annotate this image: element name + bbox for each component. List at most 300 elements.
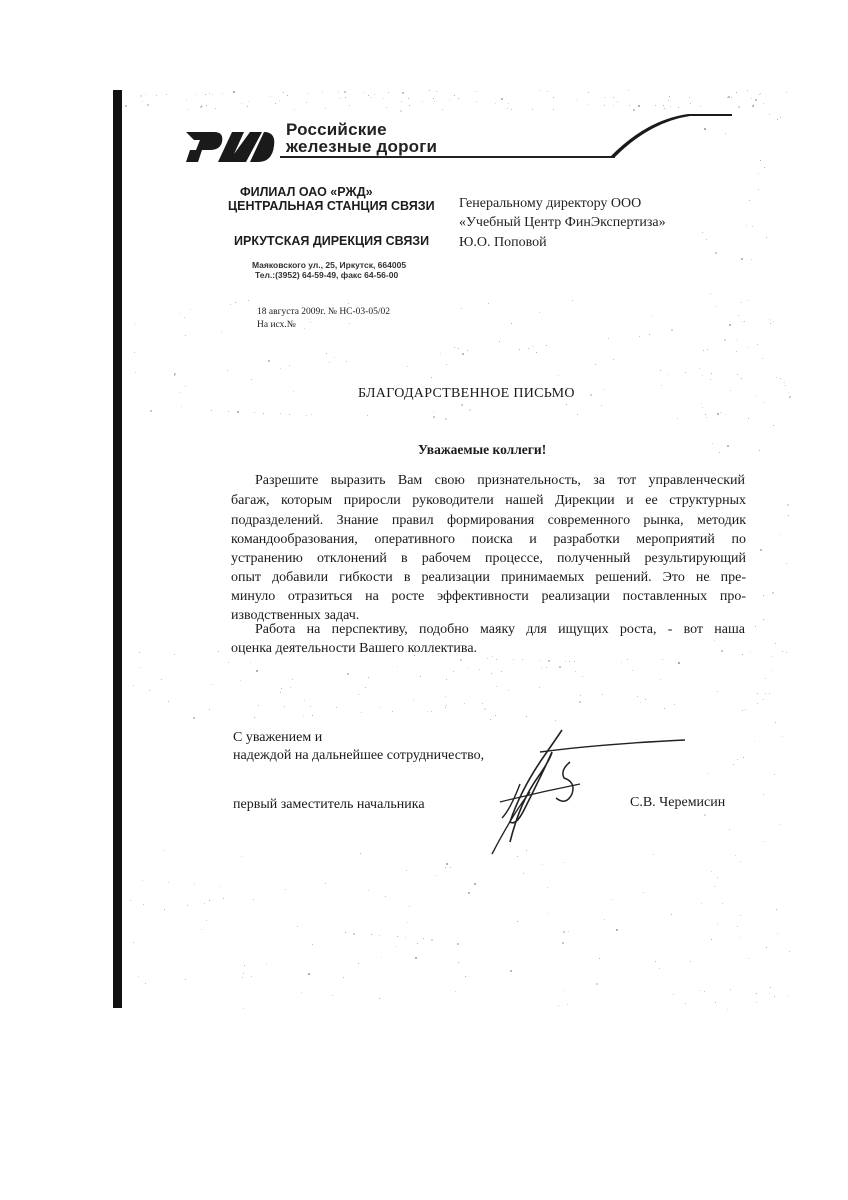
scan-speckle bbox=[304, 700, 305, 701]
scan-speckle bbox=[637, 696, 638, 697]
scan-speckle bbox=[715, 306, 716, 307]
scan-speckle bbox=[548, 660, 550, 662]
scan-speckle bbox=[766, 237, 767, 238]
scan-speckle bbox=[717, 924, 718, 925]
scan-speckle bbox=[329, 362, 330, 363]
scan-speckle bbox=[652, 316, 653, 317]
scan-speckle bbox=[576, 99, 577, 100]
scan-speckle bbox=[326, 353, 327, 354]
scan-speckle bbox=[244, 965, 245, 966]
scan-speckle bbox=[325, 883, 326, 884]
scan-speckle bbox=[729, 829, 730, 830]
scan-speckle bbox=[671, 914, 672, 915]
scan-speckle bbox=[368, 890, 369, 891]
scan-speckle bbox=[522, 659, 523, 660]
scan-speckle bbox=[243, 1008, 244, 1009]
body-line: Работа на перспективу, подобно маяку для ищущих роста, - вот наша bbox=[255, 622, 745, 637]
scan-speckle bbox=[668, 374, 669, 375]
scan-speckle bbox=[508, 690, 509, 691]
scan-speckle bbox=[440, 353, 441, 354]
scan-speckle bbox=[582, 676, 583, 677]
scan-speckle bbox=[569, 661, 570, 662]
scan-speckle bbox=[757, 693, 758, 694]
scan-speckle bbox=[755, 99, 757, 101]
scan-speckle bbox=[135, 323, 136, 324]
scan-speckle bbox=[782, 651, 783, 652]
scan-speckle bbox=[772, 592, 774, 594]
scan-speckle bbox=[703, 350, 704, 351]
body-line: изводственных задач. bbox=[231, 608, 360, 623]
scan-speckle bbox=[740, 861, 741, 862]
scan-speckle bbox=[788, 515, 789, 516]
scan-speckle bbox=[431, 939, 433, 941]
sender-phone: Тел.:(3952) 64-59-49, факс 64-56-00 bbox=[255, 270, 399, 280]
scan-speckle bbox=[461, 308, 462, 309]
scan-speckle bbox=[347, 673, 349, 675]
scan-speckle bbox=[712, 443, 713, 444]
scan-speckle bbox=[756, 395, 757, 396]
scan-speckle bbox=[174, 375, 175, 376]
scan-speckle bbox=[643, 892, 644, 893]
scan-speckle bbox=[371, 97, 372, 98]
scan-speckle bbox=[558, 1005, 559, 1006]
scan-speckle bbox=[360, 853, 361, 854]
scan-speckle bbox=[738, 315, 739, 316]
scan-speckle bbox=[760, 549, 762, 551]
scan-speckle bbox=[563, 931, 565, 933]
scan-speckle bbox=[702, 407, 703, 408]
scan-speckle bbox=[763, 699, 764, 700]
scan-speckle bbox=[668, 100, 669, 101]
scan-speckle bbox=[388, 92, 389, 93]
scan-speckle bbox=[275, 103, 276, 104]
scan-speckle bbox=[429, 90, 430, 91]
scan-speckle bbox=[206, 920, 207, 921]
scan-speckle bbox=[770, 323, 771, 324]
body-line: оценка деятельности Вашего коллектива. bbox=[231, 641, 478, 656]
scan-speckle bbox=[717, 413, 719, 415]
scan-speckle bbox=[756, 993, 757, 994]
scan-speckle bbox=[775, 722, 776, 723]
scan-speckle bbox=[742, 321, 743, 322]
scan-speckle bbox=[602, 694, 603, 695]
scan-speckle bbox=[677, 418, 678, 419]
scan-speckle bbox=[222, 93, 223, 94]
scan-speckle bbox=[519, 349, 520, 350]
scan-speckle bbox=[450, 867, 451, 868]
scan-speckle bbox=[479, 669, 480, 670]
scan-speckle bbox=[755, 626, 756, 627]
scan-speckle bbox=[567, 1004, 568, 1005]
scan-speckle bbox=[715, 252, 717, 254]
scan-speckle bbox=[733, 764, 734, 765]
scan-speckle bbox=[629, 105, 630, 106]
scan-speckle bbox=[312, 944, 313, 945]
scan-speckle bbox=[711, 373, 712, 374]
scan-speckle bbox=[604, 105, 605, 106]
scan-speckle bbox=[445, 867, 446, 868]
scan-speckle bbox=[283, 92, 284, 93]
scan-speckle bbox=[476, 101, 477, 102]
scan-speckle bbox=[358, 694, 359, 695]
scan-speckle bbox=[142, 101, 143, 102]
scan-speckle bbox=[467, 667, 468, 668]
scan-speckle bbox=[306, 102, 307, 103]
scan-speckle bbox=[212, 684, 213, 685]
scan-speckle bbox=[484, 709, 485, 710]
scan-speckle bbox=[334, 357, 335, 358]
scan-speckle bbox=[786, 563, 787, 564]
scan-speckle bbox=[490, 719, 491, 720]
scan-speckle bbox=[468, 892, 470, 894]
scan-speckle bbox=[599, 958, 600, 959]
scan-speckle bbox=[765, 693, 766, 694]
scan-speckle bbox=[368, 677, 369, 678]
scan-speckle bbox=[655, 961, 656, 962]
body-line: подразделений. Знание правил формирования современного рынка, методик bbox=[231, 513, 746, 528]
scan-speckle bbox=[710, 293, 711, 294]
scan-speckle bbox=[365, 687, 366, 688]
scan-speckle bbox=[575, 671, 576, 672]
scan-speckle bbox=[702, 232, 703, 233]
closing-line2: надеждой на дальнейшее сотрудничество, bbox=[233, 748, 485, 763]
scan-speckle bbox=[431, 377, 432, 378]
scan-speckle bbox=[460, 659, 462, 661]
scan-speckle bbox=[507, 108, 508, 109]
scan-speckle bbox=[248, 300, 249, 301]
scan-speckle bbox=[196, 94, 197, 95]
scan-speckle bbox=[692, 101, 693, 102]
closing-line1: С уважением и bbox=[233, 730, 323, 745]
scan-speckle bbox=[446, 679, 447, 680]
scan-speckle bbox=[736, 339, 737, 340]
scan-speckle bbox=[776, 909, 777, 910]
scan-speckle bbox=[310, 706, 311, 707]
scan-speckle bbox=[348, 303, 349, 304]
scan-speckle bbox=[770, 987, 771, 988]
scan-speckle bbox=[776, 377, 777, 378]
scan-speckle bbox=[751, 98, 752, 99]
scan-speckle bbox=[513, 659, 514, 660]
scan-speckle bbox=[251, 976, 252, 977]
scan-speckle bbox=[194, 884, 195, 885]
scan-speckle bbox=[750, 652, 751, 653]
scan-speckle bbox=[215, 108, 216, 109]
scan-speckle bbox=[685, 1003, 686, 1004]
scan-speckle bbox=[147, 104, 149, 106]
scan-speckle bbox=[741, 378, 742, 379]
scan-speckle bbox=[211, 410, 212, 411]
scan-speckle bbox=[568, 931, 569, 932]
scan-speckle bbox=[138, 976, 139, 977]
scan-speckle bbox=[344, 91, 346, 93]
scan-speckle bbox=[789, 951, 790, 952]
scan-speckle bbox=[662, 659, 663, 660]
scan-speckle bbox=[727, 1009, 728, 1010]
scan-speckle bbox=[588, 92, 589, 93]
scan-speckle bbox=[161, 679, 162, 680]
scan-edge-bar bbox=[113, 90, 122, 1008]
scan-speckle bbox=[738, 106, 740, 108]
scan-speckle bbox=[363, 92, 364, 93]
scan-speckle bbox=[617, 101, 618, 102]
scan-speckle bbox=[266, 963, 267, 964]
logo-text-line2: железные дороги bbox=[286, 137, 438, 156]
scan-speckle bbox=[737, 759, 738, 760]
scan-speckle bbox=[263, 413, 264, 414]
scan-speckle bbox=[455, 991, 456, 992]
scan-speckle bbox=[596, 983, 598, 985]
scan-speckle bbox=[744, 321, 745, 322]
body-line: командообразования, оперативного поиска и разработки мероприятий по bbox=[231, 532, 746, 547]
scan-speckle bbox=[379, 935, 380, 936]
scan-speckle bbox=[777, 119, 778, 120]
sender-branch: ФИЛИАЛ ОАО «РЖД» bbox=[240, 185, 373, 199]
scan-speckle bbox=[469, 409, 471, 411]
scan-speckle bbox=[640, 702, 641, 703]
scan-speckle bbox=[289, 365, 290, 366]
scan-speckle bbox=[420, 676, 421, 677]
scan-speckle bbox=[186, 99, 187, 100]
scan-speckle bbox=[727, 97, 728, 98]
scan-speckle bbox=[765, 678, 766, 679]
scan-speckle bbox=[287, 95, 288, 96]
scan-speckle bbox=[661, 385, 662, 386]
scan-speckle bbox=[707, 349, 708, 350]
scan-speckle bbox=[304, 328, 305, 329]
scan-speckle bbox=[279, 100, 280, 101]
scan-speckle bbox=[763, 595, 764, 596]
scan-speckle bbox=[541, 668, 542, 669]
scan-speckle bbox=[406, 870, 407, 871]
scan-speckle bbox=[611, 899, 612, 900]
scan-speckle bbox=[413, 699, 414, 700]
scan-speckle bbox=[349, 105, 350, 106]
scan-speckle bbox=[280, 368, 281, 369]
scan-speckle bbox=[731, 97, 732, 98]
scan-speckle bbox=[495, 715, 496, 716]
scan-speckle bbox=[228, 662, 229, 663]
sender-address: Маяковского ул., 25, Иркутск, 664005 bbox=[252, 260, 407, 270]
scan-speckle bbox=[724, 339, 726, 341]
scan-speckle bbox=[764, 167, 765, 168]
scan-speckle bbox=[445, 418, 447, 420]
scan-speckle bbox=[143, 904, 144, 905]
scan-speckle bbox=[235, 302, 236, 303]
scan-speckle bbox=[671, 329, 673, 331]
scan-speckle bbox=[590, 394, 592, 396]
scan-speckle bbox=[564, 990, 565, 991]
scan-speckle bbox=[301, 992, 302, 993]
scan-speckle bbox=[380, 707, 381, 708]
scan-speckle bbox=[185, 979, 186, 980]
scan-speckle bbox=[574, 661, 575, 662]
scan-speckle bbox=[464, 703, 465, 704]
scan-speckle bbox=[627, 659, 628, 660]
scan-speckle bbox=[454, 347, 455, 348]
scan-speckle bbox=[449, 99, 450, 100]
scan-speckle bbox=[254, 717, 255, 718]
scan-speckle bbox=[772, 670, 773, 671]
scan-speckle bbox=[465, 976, 466, 977]
scan-speckle bbox=[482, 703, 483, 704]
scan-speckle bbox=[133, 685, 134, 686]
scan-speckle bbox=[353, 933, 355, 935]
scan-speckle bbox=[722, 903, 723, 904]
scan-speckle bbox=[748, 418, 749, 419]
scan-speckle bbox=[190, 309, 191, 310]
scan-speckle bbox=[780, 378, 781, 379]
scan-speckle bbox=[601, 405, 602, 406]
scan-speckle bbox=[508, 103, 509, 104]
scan-speckle bbox=[453, 671, 454, 672]
scan-speckle bbox=[383, 98, 384, 99]
scan-speckle bbox=[555, 720, 556, 721]
scan-speckle bbox=[204, 903, 205, 904]
scan-speckle bbox=[690, 961, 691, 962]
scan-speckle bbox=[745, 709, 746, 710]
scan-speckle bbox=[715, 1002, 716, 1003]
scan-speckle bbox=[445, 707, 446, 708]
scan-speckle bbox=[547, 887, 548, 888]
scan-speckle bbox=[163, 850, 164, 851]
scan-speckle bbox=[704, 991, 705, 992]
scan-speckle bbox=[407, 922, 408, 923]
scan-speckle bbox=[185, 386, 186, 387]
scan-speckle bbox=[621, 662, 622, 663]
scan-speckle bbox=[405, 937, 406, 938]
scan-speckle bbox=[145, 94, 146, 95]
body-line: багаж, которым приросли руководители нашей Дирекции и ее структурных bbox=[231, 493, 746, 508]
scan-speckle bbox=[322, 91, 323, 92]
scan-speckle bbox=[254, 412, 255, 413]
scan-speckle bbox=[730, 989, 731, 990]
scan-speckle bbox=[306, 415, 307, 416]
scan-speckle bbox=[368, 95, 369, 96]
recipient-line1: Генеральному директору ООО bbox=[459, 196, 642, 211]
scan-speckle bbox=[727, 445, 729, 447]
signatory-name: С.В. Черемисин bbox=[630, 795, 726, 810]
sender-station: ЦЕНТРАЛЬНАЯ СТАНЦИЯ СВЯЗИ bbox=[228, 199, 435, 213]
scan-speckle bbox=[604, 389, 605, 390]
scan-speckle bbox=[548, 913, 549, 914]
scan-speckle bbox=[752, 105, 754, 107]
scan-speckle bbox=[280, 413, 281, 414]
scan-speckle bbox=[241, 103, 242, 104]
scan-speckle bbox=[638, 105, 640, 107]
scan-speckle bbox=[345, 97, 346, 98]
scan-speckle bbox=[223, 898, 224, 899]
scan-speckle bbox=[766, 947, 767, 948]
scan-speckle bbox=[179, 392, 180, 393]
scan-speckle bbox=[613, 105, 614, 106]
scan-speckle bbox=[501, 98, 503, 100]
scan-speckle bbox=[613, 359, 614, 360]
scan-speckle bbox=[542, 864, 543, 865]
scan-speckle bbox=[572, 300, 573, 301]
scan-speckle bbox=[758, 189, 759, 190]
scan-speckle bbox=[218, 651, 219, 652]
scan-speckle bbox=[134, 352, 135, 353]
scan-speckle bbox=[417, 943, 418, 944]
scan-speckle bbox=[458, 962, 459, 963]
scan-speckle bbox=[669, 96, 670, 97]
scan-speckle bbox=[673, 994, 674, 995]
scan-speckle bbox=[227, 370, 228, 371]
scan-speckle bbox=[407, 366, 408, 367]
scan-speckle bbox=[139, 652, 140, 653]
scan-speckle bbox=[409, 105, 410, 106]
scan-speckle bbox=[753, 104, 754, 105]
scan-speckle bbox=[371, 934, 372, 935]
recipient-line2: «Учебный Центр ФинЭкспертиза» bbox=[459, 215, 666, 230]
scan-speckle bbox=[454, 95, 455, 96]
scan-speckle bbox=[496, 686, 497, 687]
scan-speckle bbox=[735, 855, 736, 856]
scan-speckle bbox=[467, 350, 468, 351]
scan-speckle bbox=[737, 926, 738, 927]
scan-speckle bbox=[558, 375, 559, 376]
scan-speckle bbox=[401, 101, 402, 102]
body-line: опыт добавили гибкости в реализации принимаемых решений. Это не пре- bbox=[231, 570, 746, 585]
scan-speckle bbox=[616, 929, 618, 931]
scan-speckle bbox=[457, 943, 459, 945]
scan-speckle bbox=[510, 970, 512, 972]
logo-underline-swoosh bbox=[270, 110, 740, 170]
scan-speckle bbox=[491, 673, 492, 674]
scan-speckle bbox=[338, 92, 339, 93]
scan-speckle bbox=[730, 390, 731, 391]
scan-speckle bbox=[488, 303, 489, 304]
scan-speckle bbox=[757, 703, 758, 704]
scan-speckle bbox=[763, 103, 764, 104]
scan-speckle bbox=[736, 351, 737, 352]
scan-speckle bbox=[289, 414, 290, 415]
scan-speckle bbox=[685, 372, 686, 373]
scan-speckle bbox=[678, 107, 679, 108]
scan-speckle bbox=[546, 667, 547, 668]
scan-speckle bbox=[156, 95, 157, 96]
scan-speckle bbox=[184, 317, 185, 318]
scan-speckle bbox=[678, 662, 680, 664]
scan-speckle bbox=[565, 661, 566, 662]
scan-speckle bbox=[258, 705, 259, 706]
scan-speckle bbox=[740, 915, 741, 916]
scan-speckle bbox=[125, 105, 127, 107]
scan-speckle bbox=[710, 379, 711, 380]
scan-speckle bbox=[433, 416, 435, 418]
scan-speckle bbox=[769, 114, 770, 115]
scan-speckle bbox=[135, 372, 136, 373]
scan-speckle bbox=[758, 173, 759, 174]
scan-speckle bbox=[461, 404, 463, 406]
scan-speckle bbox=[427, 711, 428, 712]
scan-speckle bbox=[747, 90, 748, 91]
scan-speckle bbox=[228, 411, 229, 412]
scan-speckle bbox=[336, 707, 337, 708]
scan-speckle bbox=[760, 93, 761, 94]
scan-speckle bbox=[773, 425, 774, 426]
scan-speckle bbox=[133, 942, 134, 943]
scan-speckle bbox=[539, 687, 540, 688]
scan-speckle bbox=[720, 412, 721, 413]
scan-speckle bbox=[367, 415, 368, 416]
scan-speckle bbox=[188, 109, 189, 110]
scan-speckle bbox=[243, 973, 244, 974]
scan-speckle bbox=[166, 94, 167, 95]
scan-speckle bbox=[458, 348, 459, 349]
scan-speckle bbox=[240, 680, 241, 681]
